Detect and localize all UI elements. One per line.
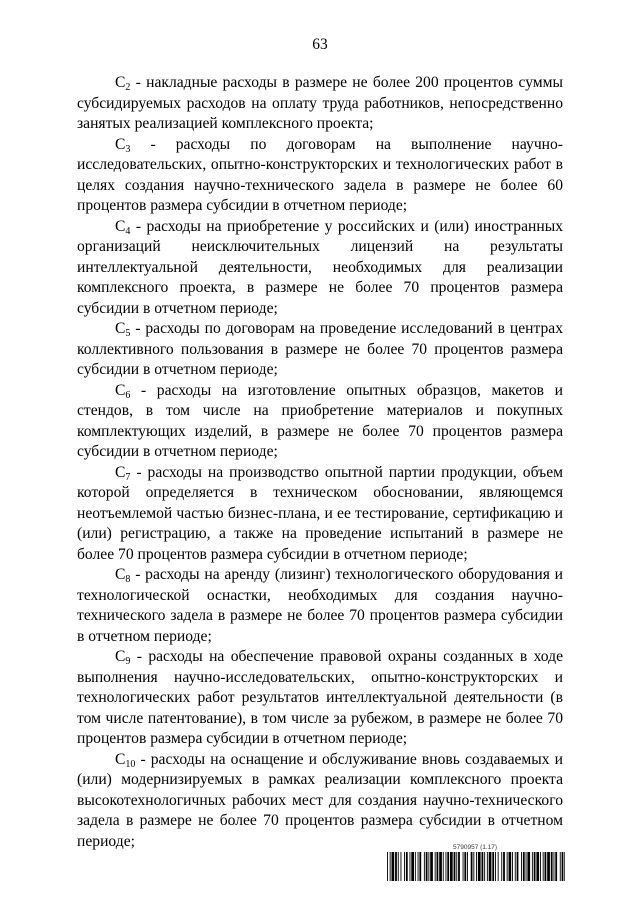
barcode-bar xyxy=(564,852,565,881)
barcode-bar xyxy=(467,852,468,881)
formula-subscript: 2 xyxy=(125,82,131,93)
barcode-bar xyxy=(430,852,433,881)
paragraph-text: - расходы на приобретение у российских и (или) иностранных организаций неисключительных лицензий на результаты интеллектуальной деятельности, необходимых для реализации комплексного проекта, в размере не более 70 процентов размера субсидии в отчетном периоде; xyxy=(77,217,563,317)
barcode-bar xyxy=(512,852,513,881)
barcode-bar xyxy=(398,852,399,881)
barcode-bar xyxy=(492,852,494,881)
barcode-bar xyxy=(507,852,508,881)
formula-symbol: C xyxy=(115,566,126,583)
barcode-bar xyxy=(410,852,411,881)
barcode-bar xyxy=(473,852,474,881)
paragraph-text: - расходы по договорам на выполнение научно-исследовательских, опытно-конструкторских и технологических работ в целях создания научно-технического задела в размере не более 60 процентов размера субсидии в отчетном периоде; xyxy=(77,135,563,214)
formula-subscript: 9 xyxy=(125,656,131,667)
paragraph-c2 xyxy=(77,73,563,135)
barcode-bar xyxy=(454,852,456,881)
formula-symbol: C xyxy=(115,381,126,399)
paragraph-c7 xyxy=(77,463,563,566)
barcode-bar xyxy=(532,852,533,881)
formula-symbol: C xyxy=(115,74,126,91)
barcode-bar xyxy=(387,852,388,881)
paragraph-text: - расходы на обеспечение правовой охраны созданных в ходе выполнения научно-исследовательских, опытно-конструкторских и технологических работ результатов интеллектуальной деятельности (в том числе патентование), в том числе за рубежом, в размере не более 70 процентов размера субсидии в отчетном периоде; xyxy=(77,648,563,747)
barcode-bar xyxy=(443,852,444,881)
formula-subscript: 4 xyxy=(125,225,131,237)
barcode-bar xyxy=(545,852,547,881)
barcode-bar xyxy=(471,852,473,881)
paragraph-c10 xyxy=(77,750,563,853)
barcode-bar xyxy=(447,852,449,881)
barcode-bar xyxy=(390,852,391,881)
barcode xyxy=(387,852,565,881)
barcode-bar xyxy=(411,852,414,881)
barcode-bar xyxy=(404,852,405,881)
paragraph-text: - расходы на аренду (лизинг) технологического оборудования и технологической оснастки, необходимых для создания научно-технического задела в размере не более 70 процентов размера субсидии в отчетном периоде; xyxy=(77,566,563,645)
barcode-bar xyxy=(415,852,416,881)
barcode-bar xyxy=(562,852,564,881)
barcode-bar xyxy=(517,852,519,881)
formula-symbol: C xyxy=(115,750,126,768)
barcode-bar xyxy=(540,852,541,881)
barcode-bar xyxy=(401,852,402,881)
barcode-bar xyxy=(395,852,397,881)
barcode-bar xyxy=(424,852,425,881)
barcode-bar xyxy=(484,852,485,881)
barcode-bar xyxy=(419,852,421,881)
paragraph-c3 xyxy=(77,135,563,217)
barcode-bar xyxy=(464,852,466,881)
formula-subscript: 8 xyxy=(125,574,131,585)
paragraph-c8 xyxy=(77,565,563,647)
barcode-bar xyxy=(503,852,505,881)
barcode-bar xyxy=(554,852,555,881)
barcode-bar xyxy=(560,852,561,881)
barcode-bar xyxy=(437,852,439,881)
barcode-bar xyxy=(482,852,484,881)
barcode-bar xyxy=(463,852,464,881)
barcode-bar xyxy=(406,852,408,881)
formula-subscript: 3 xyxy=(125,143,131,155)
formula-symbol: C xyxy=(115,135,126,153)
paragraph-text: - накладные расходы в размере не более 200 процентов суммы субсидируемых расходов на оплату труда работников, непосредственно занятых реализацией комплексного проекта; xyxy=(77,74,563,132)
formula-symbol: C xyxy=(115,648,126,665)
paragraph-c9 xyxy=(77,647,563,750)
barcode-bar xyxy=(456,852,457,881)
barcode-bar xyxy=(536,852,539,881)
paragraph-c5 xyxy=(77,319,563,381)
barcode-bar xyxy=(526,852,527,881)
barcode-bar xyxy=(515,852,516,881)
barcode-bar xyxy=(509,852,512,881)
barcode-bar xyxy=(501,852,502,881)
paragraph-text: - расходы на оснащение и обслуживание вновь создаваемых и (или) модернизируемых в рамках реализации комплексного проекта высокотехнологичных рабочих мест для создания научно-технического задела в размере не более 70 процентов размера субсидии в отчетном периоде; xyxy=(77,750,563,850)
formula-symbol: C xyxy=(115,217,126,235)
barcode-bar xyxy=(555,852,557,881)
paragraph-c4 xyxy=(77,217,563,320)
formula-subscript: 5 xyxy=(125,328,131,339)
formula-symbol: C xyxy=(115,320,126,337)
barcode-bar xyxy=(446,852,447,881)
barcode-bar xyxy=(426,852,428,881)
barcode-bar xyxy=(392,852,395,881)
barcode-bar xyxy=(543,852,544,881)
barcode-bar xyxy=(439,852,442,881)
paragraph-text: - расходы на производство опытной партии продукции, объем которой определяется в техническом обосновании, являющемся неотъемлемой частью бизнес-плана, и ее тестирование, сертификацию и (или) регистрацию, а также на проведение испытаний в размере не более 70 процентов размера субсидии в отчетном периоде; xyxy=(77,463,563,563)
barcode-bar xyxy=(534,852,536,881)
page-number: 63 xyxy=(312,36,328,53)
document-code: 5790957 (1.17) xyxy=(453,844,498,851)
barcode-bar xyxy=(450,852,453,881)
paragraph-c6 xyxy=(77,381,563,463)
barcode-bar xyxy=(478,852,481,881)
barcode-bar xyxy=(521,852,522,881)
barcode-bar xyxy=(495,852,496,881)
paragraph-text: - расходы по договорам на проведение исследований в центрах коллективного пользования в размере не более 70 процентов размера субсидии в отчетном периоде; xyxy=(77,320,563,378)
formula-subscript: 10 xyxy=(125,758,136,770)
barcode-bar xyxy=(547,852,550,881)
document-body xyxy=(77,73,563,852)
barcode-bar xyxy=(551,852,553,881)
barcode-bar xyxy=(498,852,499,881)
barcode-bar xyxy=(487,852,488,881)
barcode-bar xyxy=(476,852,477,881)
barcode-bar xyxy=(527,852,530,881)
barcode-bar xyxy=(418,852,419,881)
barcode-bar xyxy=(489,852,492,881)
barcode-bar xyxy=(428,852,429,881)
formula-subscript: 6 xyxy=(125,389,131,401)
paragraph-text: - расходы на изготовление опытных образцов, макетов и стендов, в том числе на приобретение материалов и покупных комплектующих изделий, в размере не более 70 процентов размера субсидии в отчетном периоде; xyxy=(77,381,563,460)
formula-symbol: C xyxy=(115,463,126,481)
barcode-bar xyxy=(435,852,436,881)
barcode-bar xyxy=(523,852,525,881)
barcode-bar xyxy=(458,852,460,881)
formula-subscript: 7 xyxy=(125,471,131,483)
